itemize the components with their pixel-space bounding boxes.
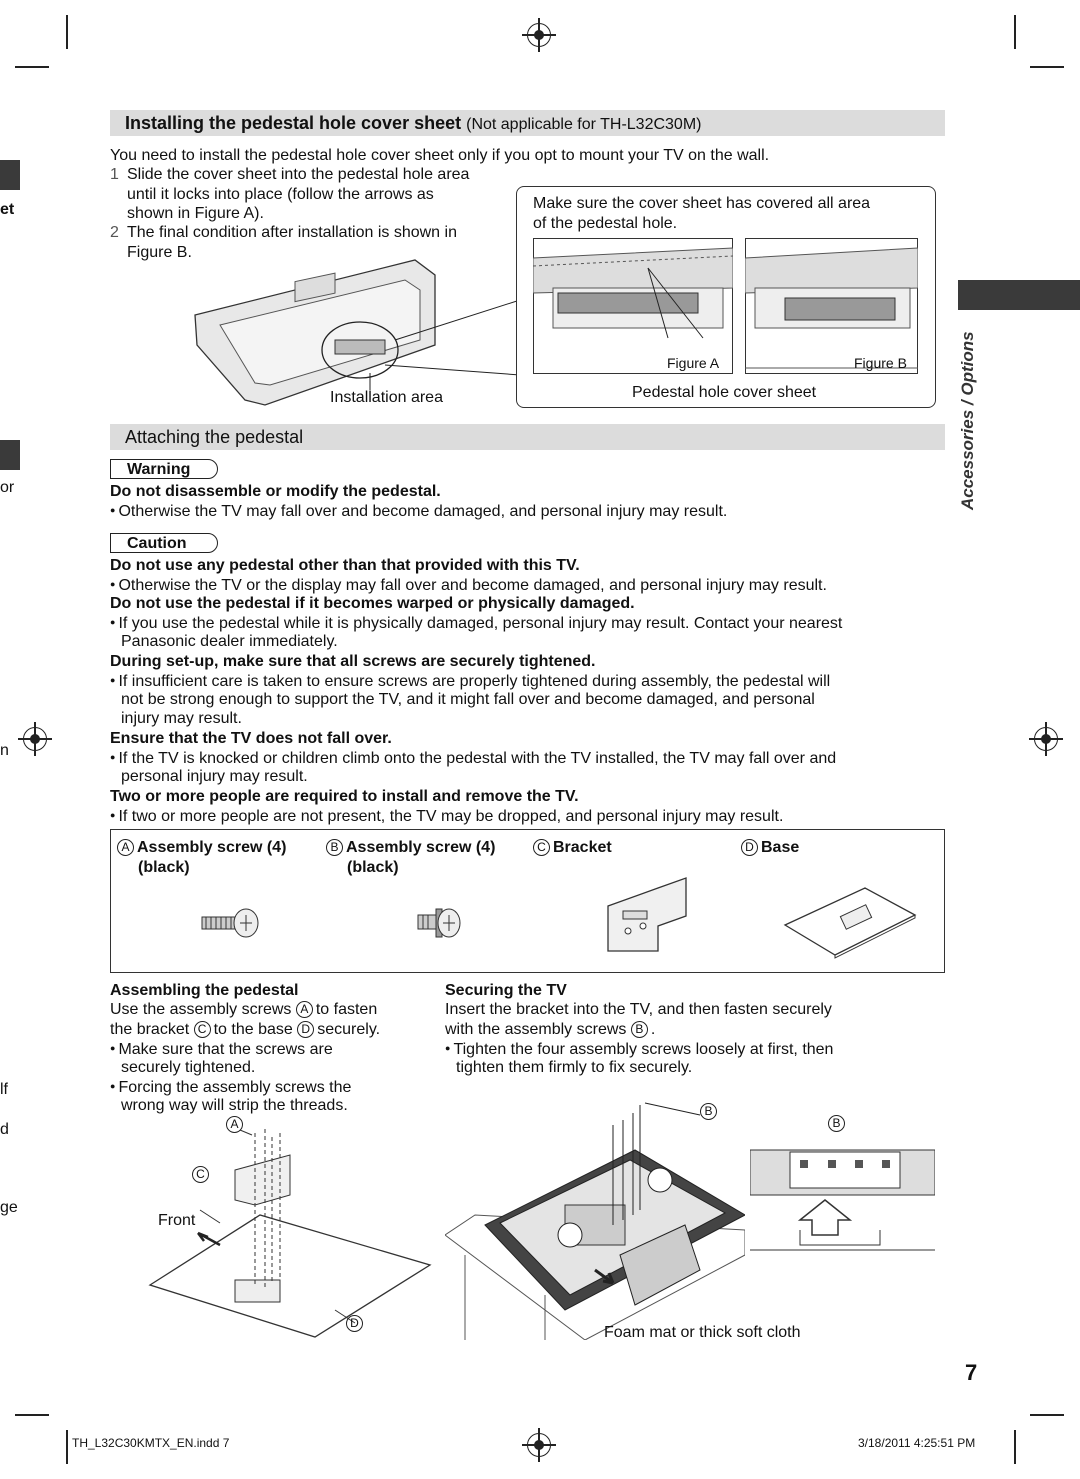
left-margin-fragment: d [0, 1121, 9, 1138]
page-number: 7 [965, 1360, 978, 1385]
assembling-bullet-cont: wrong way will strip the threads. [121, 1097, 348, 1114]
securing-bullet-cont: tighten them firmly to fix securely. [456, 1059, 693, 1076]
assembling-bullet: ● Forcing the assembly screws the [110, 1077, 351, 1098]
registration-mark-icon [527, 23, 551, 47]
label-d: D [346, 1315, 366, 1333]
securing-bullet: ● Tighten the four assembly screws loosely at first, then [445, 1039, 833, 1060]
caution-bullet: ● If insufficient care is taken to ensure screws are properly tightened during assembly, the pedestal will [110, 671, 830, 692]
caution-heading: Ensure that the TV does not fall over. [110, 730, 392, 747]
assembling-title: Assembling the pedestal [110, 982, 299, 999]
caution-bullet-cont: not be strong enough to support the TV, and it might fall over and become damaged, and personal [121, 691, 815, 708]
figure-a-label: Figure A [667, 355, 720, 371]
left-margin-tab [0, 440, 20, 470]
securing-title: Securing the TV [445, 982, 567, 999]
caution-bullet: ● If two or more people are not present, the TV may be dropped, and personal injury may result. [110, 806, 783, 827]
part-a-label: A Assembly screw (4) (black) [117, 838, 286, 877]
side-tab-marker [958, 280, 1080, 310]
left-margin-fragment: or [0, 479, 15, 496]
intro-text: You need to install the pedestal hole cover sheet only if you opt to mount your TV on the wall. [110, 147, 770, 164]
caution-label: Caution [110, 533, 218, 553]
warning-heading: Do not disassemble or modify the pedestal. [110, 483, 441, 500]
left-margin-fragment: n [0, 742, 9, 759]
crop-mark [1030, 66, 1064, 68]
caution-heading: Do not use the pedestal if it becomes warped or physically damaged. [110, 595, 635, 612]
figure-b-label: Figure B [854, 355, 907, 371]
registration-mark-icon [527, 1433, 551, 1457]
tv-on-table-illustration [445, 1095, 745, 1340]
part-c-label: C Bracket [533, 838, 612, 858]
caution-heading: Two or more people are required to install and remove the TV. [110, 788, 579, 805]
caution-bullet: ● Otherwise the TV or the display may fall over and become damaged, and personal injury may result. [110, 575, 827, 596]
screw-b-icon [414, 903, 464, 943]
label-b: B [828, 1115, 848, 1133]
installation-area-label: Installation area [330, 389, 443, 406]
assembling-bullet: ● Make sure that the screws are [110, 1039, 333, 1060]
left-margin-fragment: ge [0, 1199, 18, 1216]
footer-file: TH_L32C30KMTX_EN.indd 7 [72, 1436, 230, 1450]
label-a: A [226, 1116, 246, 1134]
crop-mark [1014, 1430, 1016, 1464]
cover-sheet-label: Pedestal hole cover sheet [632, 384, 817, 401]
assembling-text: Use the assembly screws A to fasten the bracket C to the base D securely. [110, 1001, 381, 1038]
crop-mark [15, 1414, 49, 1416]
step-text: Slide the cover sheet into the pedestal hole area until it locks into place (follow the arrows as shown in Figure A). [127, 166, 470, 222]
screw-a-icon [198, 908, 262, 938]
part-b-label: B Assembly screw (4) (black) [326, 838, 495, 877]
registration-mark-icon [1034, 727, 1058, 751]
caution-bullet-cont: Panasonic dealer immediately. [121, 633, 338, 650]
part-d-label: D Base [741, 838, 799, 858]
securing-text: Insert the bracket into the TV, and then fasten securely with the assembly screws B . [445, 1001, 832, 1038]
left-margin-tab [0, 160, 20, 190]
step-text: The final condition after installation is shown in Figure B. [127, 224, 457, 261]
crop-mark [1030, 1414, 1064, 1416]
left-margin-fragment: et [0, 201, 15, 218]
label-b: B [700, 1103, 720, 1121]
crop-mark [66, 1430, 68, 1464]
figure-a-illustration [533, 238, 733, 374]
step-number: 2 [110, 224, 119, 241]
left-margin-fragment: lf [0, 1081, 8, 1098]
registration-mark-icon [23, 727, 47, 751]
bracket-icon [598, 876, 690, 956]
label-c: C [192, 1166, 212, 1184]
caution-bullet-cont: injury may result. [121, 710, 242, 727]
section-title: Installing the pedestal hole cover sheet (Not applicable for TH-L32C30M) [125, 113, 702, 133]
step-number: 1 [110, 166, 119, 183]
callout-text: Make sure the cover sheet has covered all area of the pedestal hole. [533, 195, 871, 232]
caution-bullet: ● If you use the pedestal while it is physically damaged, personal injury may result. Contact your nearest [110, 613, 842, 634]
side-tab-label: Accessories / Options [958, 331, 977, 510]
footer-date: 3/18/2011 4:25:51 PM [858, 1436, 976, 1450]
figure-b-illustration [745, 238, 918, 374]
crop-mark [15, 66, 49, 68]
assembling-bullet-cont: securely tightened. [121, 1059, 256, 1076]
warning-label: Warning [110, 459, 218, 479]
crop-mark [1014, 15, 1016, 49]
bracket-insert-detail-illustration [750, 1130, 935, 1255]
foam-mat-label: Foam mat or thick soft cloth [604, 1324, 801, 1341]
caution-bullet-cont: personal injury may result. [121, 768, 308, 785]
section-title: Attaching the pedestal [125, 427, 304, 447]
warning-bullet: ● Otherwise the TV may fall over and become damaged, and personal injury may result. [110, 501, 727, 522]
base-icon [780, 880, 920, 960]
crop-mark [66, 15, 68, 49]
caution-heading: During set-up, make sure that all screws are securely tightened. [110, 653, 596, 670]
front-label: Front [158, 1212, 196, 1229]
caution-heading: Do not use any pedestal other than that provided with this TV. [110, 557, 580, 574]
caution-bullet: ● If the TV is knocked or children climb onto the pedestal with the TV installed, the TV may fall over and [110, 748, 836, 769]
